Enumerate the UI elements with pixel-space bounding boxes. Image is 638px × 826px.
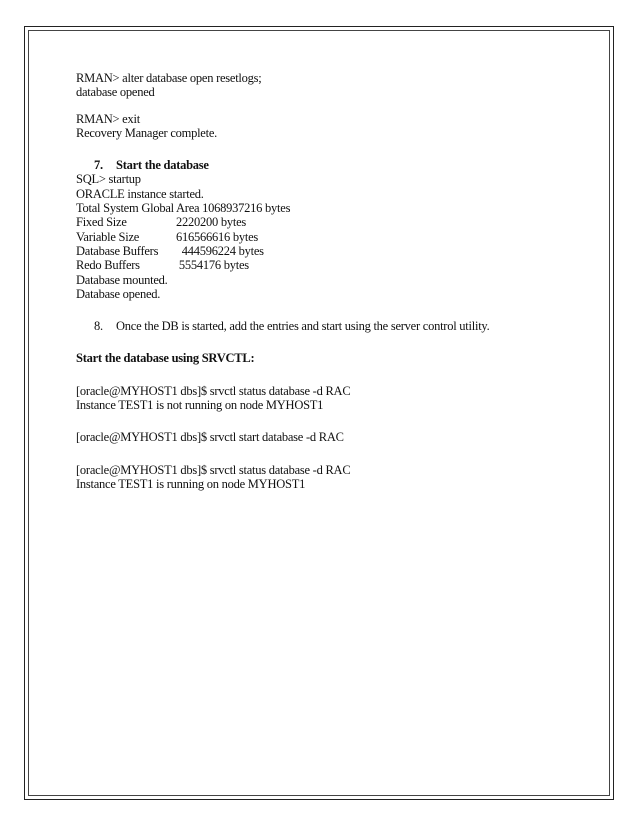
step-8-number: 8.: [94, 319, 103, 334]
document-body: [76, 71, 576, 491]
memory-row-fixed-size: Fixed Size 2220200 bytes: [76, 215, 247, 230]
database-opened-message: Database opened.: [76, 286, 161, 301]
step-7-heading: [94, 158, 576, 172]
step-7-number: 7.: [94, 158, 103, 173]
database-mounted-message: Database mounted.: [76, 272, 168, 287]
srvctl-status-output-1: Instance TEST1 is not running on node MYHOST1: [76, 398, 324, 413]
srvctl-status-command-2: [oracle@MYHOST1 dbs]$ srvctl status database -d RAC: [76, 462, 351, 477]
srvctl-heading: Start the database using SRVCTL:: [76, 351, 255, 366]
instance-started-message: ORACLE instance started.: [76, 186, 204, 201]
srvctl-status-command-1: [oracle@MYHOST1 dbs]$ srvctl status database -d RAC: [76, 383, 351, 398]
rman-exit-command: RMAN> exit: [76, 111, 140, 126]
sql-startup-command: SQL> startup: [76, 172, 141, 187]
sga-total-line: Total System Global Area 1068937216 bytes: [76, 201, 291, 216]
step-8-text: Once the DB is started, add the entries and start using the server control utility.: [116, 319, 490, 334]
memory-row-database-buffers: Database Buffers 444596224 bytes: [76, 243, 264, 258]
step-7-title: Start the database: [116, 158, 209, 173]
rman-complete-message: Recovery Manager complete.: [76, 125, 218, 140]
rman-resetlogs-command: RMAN> alter database open resetlogs;: [76, 71, 262, 85]
rman-database-opened: database opened: [76, 85, 155, 100]
step-8-item: [94, 319, 576, 333]
srvctl-status-output-2: Instance TEST1 is running on node MYHOST1: [76, 476, 306, 491]
srvctl-start-command: [oracle@MYHOST1 dbs]$ srvctl start database -d RAC: [76, 430, 344, 445]
memory-row-variable-size: Variable Size 616566616 bytes: [76, 229, 259, 244]
memory-row-redo-buffers: Redo Buffers 5554176 bytes: [76, 258, 249, 273]
